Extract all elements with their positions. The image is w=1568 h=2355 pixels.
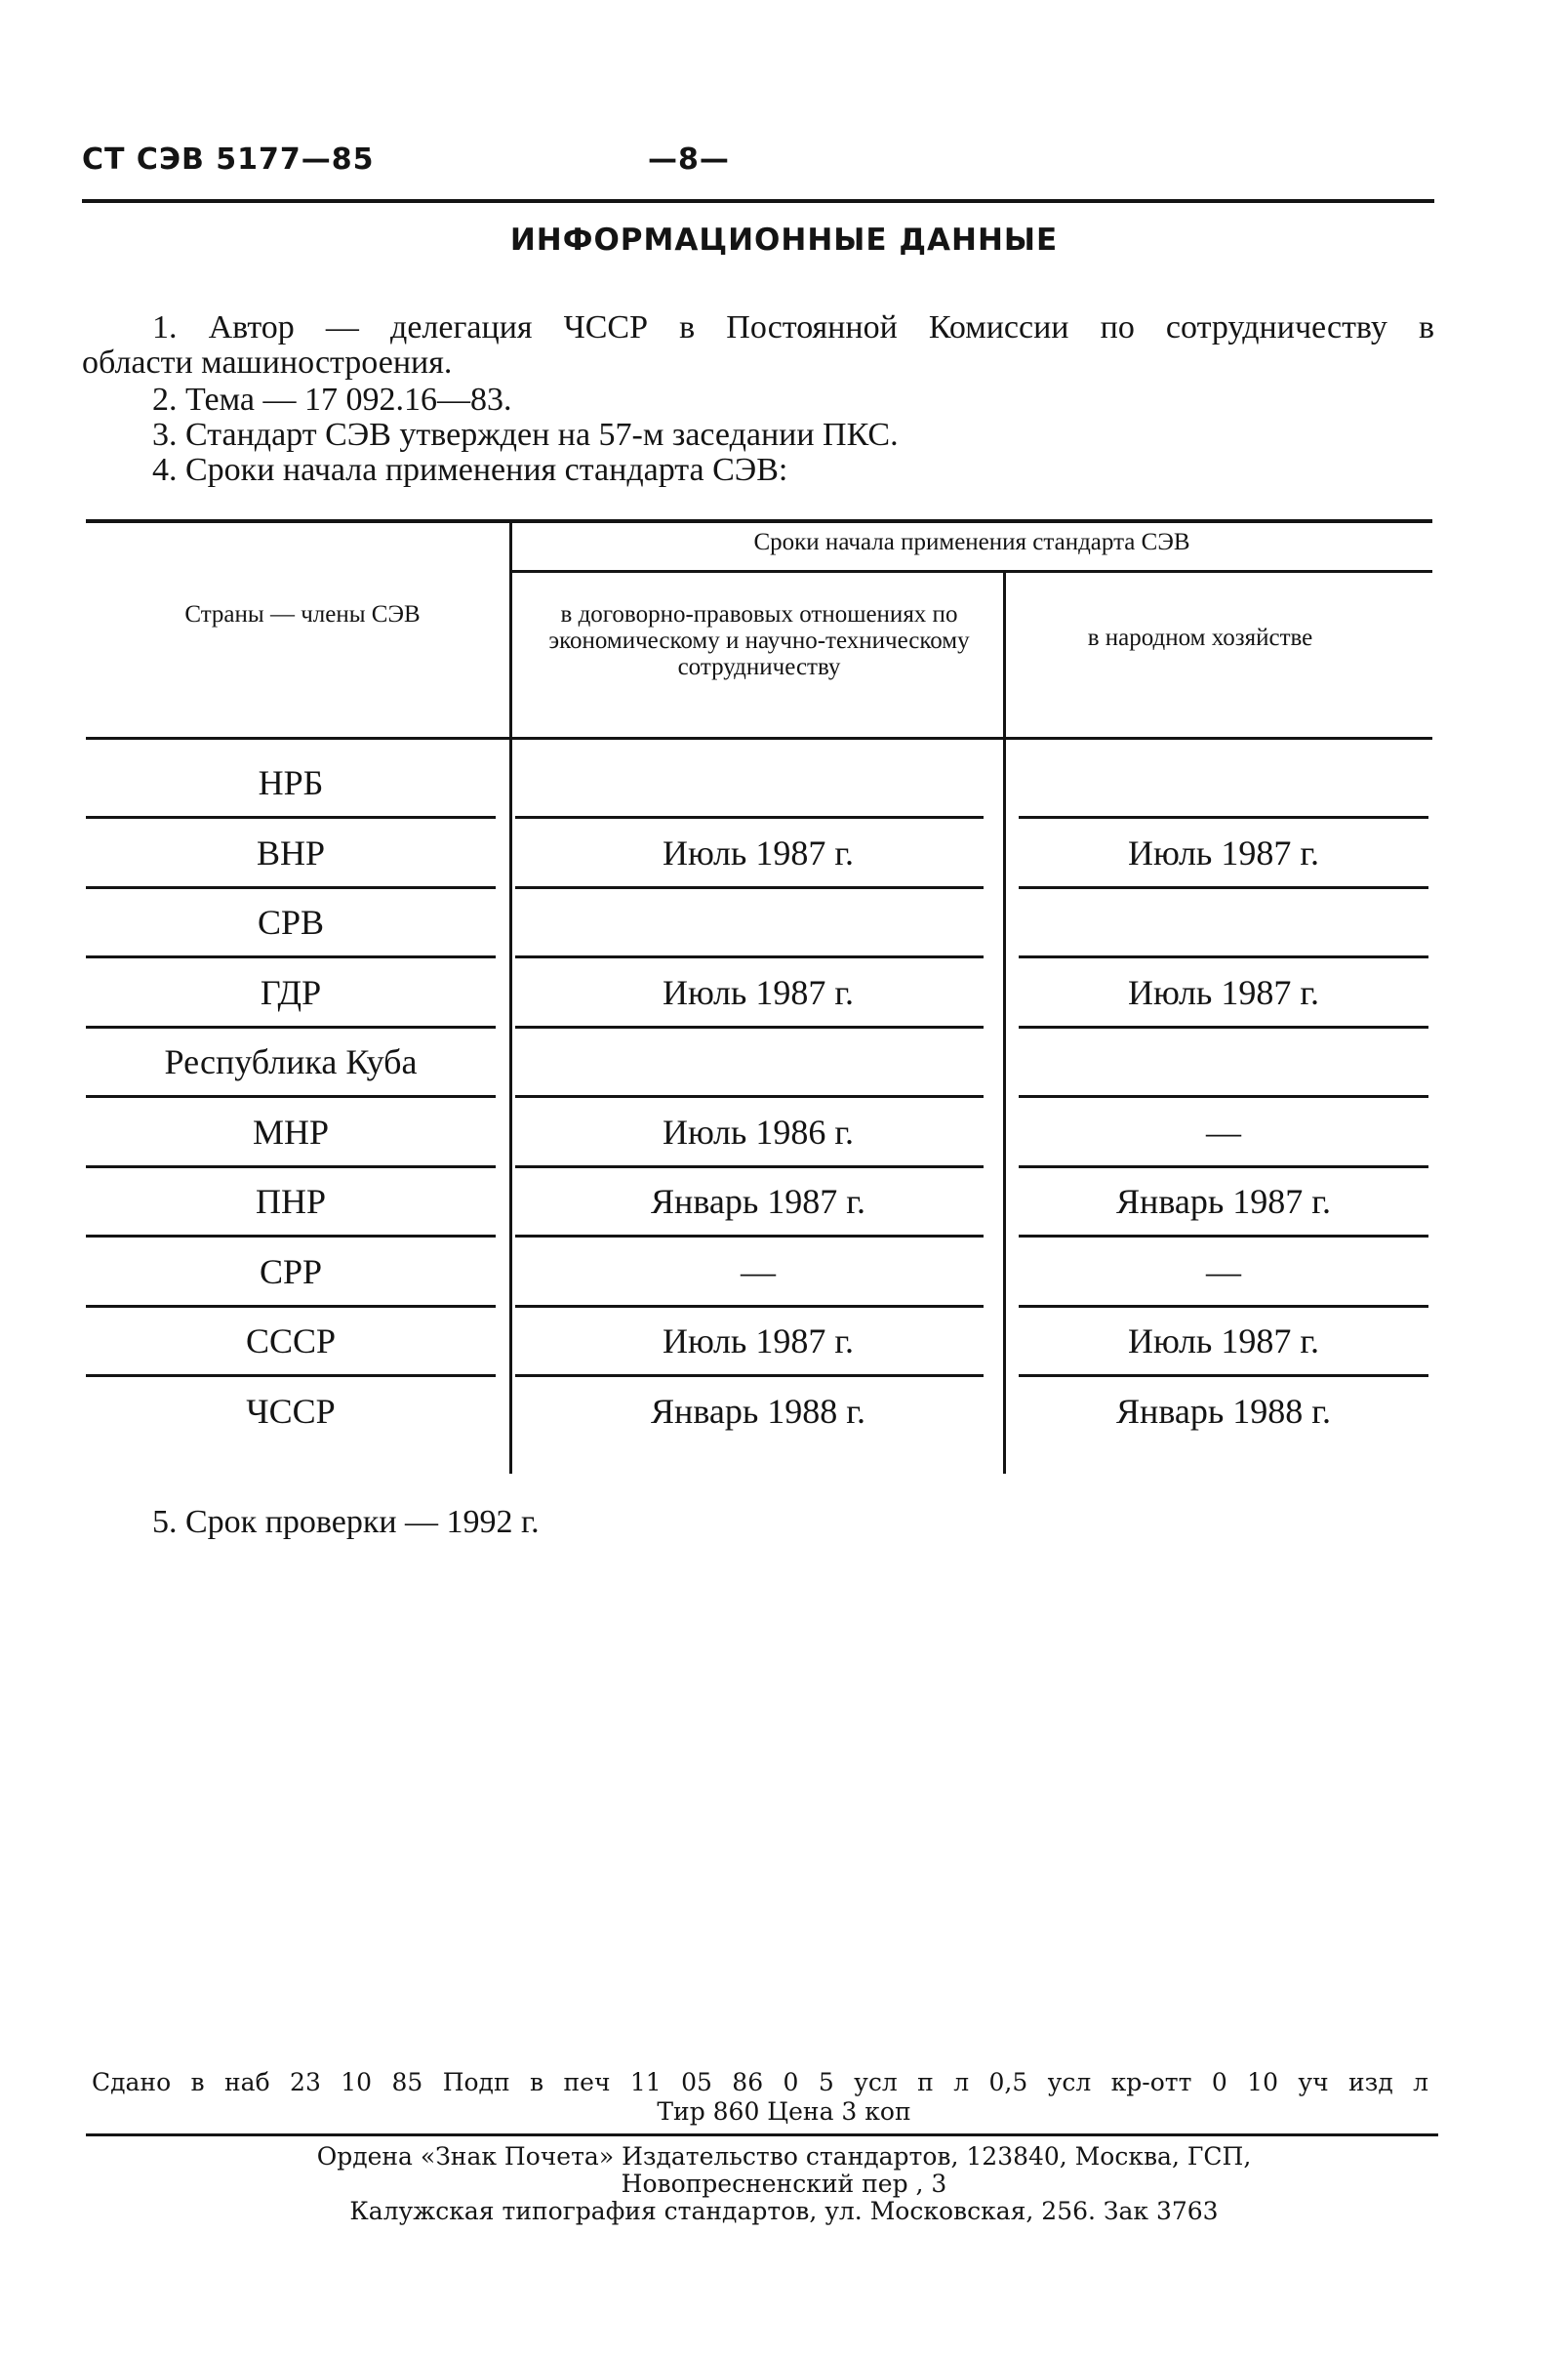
cell-agreements: — — [741, 1252, 776, 1291]
group-header-rule — [511, 570, 1432, 573]
row-divider — [86, 1165, 496, 1168]
item-author-line1: 1. Автор — делегация ЧССР в Постоянной Комиссии по сотрудничеству в — [152, 309, 1434, 345]
row-divider — [86, 1305, 496, 1308]
row-divider — [1019, 816, 1428, 819]
section-title: ИНФОРМАЦИОННЫЕ ДАННЫЕ — [509, 223, 1059, 258]
row-divider — [515, 1165, 984, 1168]
cell-agreements: Июль 1987 г. — [662, 833, 855, 873]
imprint-line2: Тир 860 Цена 3 коп — [657, 2097, 911, 2126]
row-divider — [86, 886, 496, 889]
cell-agreements: Июль 1987 г. — [662, 1321, 855, 1360]
row-divider — [515, 1235, 984, 1238]
cell-country: МНР — [252, 1113, 330, 1152]
col-header-agreements: в договорно-правовых отношениях по экономическому и научно-техническому сотрудничеству — [548, 601, 970, 680]
row-divider — [86, 1374, 496, 1377]
page-number: —8— — [648, 142, 730, 177]
cell-agreements: Январь 1988 г. — [651, 1392, 865, 1431]
row-divider — [515, 955, 984, 958]
row-divider — [1019, 1235, 1428, 1238]
cell-economy: Июль 1987 г. — [1127, 973, 1320, 1012]
row-divider — [86, 1235, 496, 1238]
row-divider — [86, 955, 496, 958]
item-terms: 4. Сроки начала применения стандарта СЭВ: — [152, 452, 788, 488]
row-divider — [1019, 1095, 1428, 1098]
row-divider — [86, 1095, 496, 1098]
row-divider — [86, 1026, 496, 1029]
item-approved: 3. Стандарт СЭВ утвержден на 57-м заседании ПКС. — [152, 417, 899, 453]
table-top-rule — [86, 519, 1432, 523]
item-topic: 2. Тема — 17 092.16—83. — [152, 382, 512, 418]
col-header-countries: Страны — члены СЭВ — [184, 601, 421, 628]
cell-country: Республика Куба — [164, 1042, 418, 1081]
row-divider — [1019, 1026, 1428, 1029]
cell-agreements: Январь 1987 г. — [651, 1182, 865, 1221]
item-review: 5. Срок проверки — 1992 г. — [152, 1504, 540, 1540]
row-divider — [1019, 1374, 1428, 1377]
header-bottom-rule — [86, 737, 1432, 740]
cell-country: СРР — [259, 1252, 323, 1291]
cell-economy: Январь 1987 г. — [1116, 1182, 1331, 1221]
cell-agreements: Июль 1987 г. — [662, 973, 855, 1012]
cell-country: ПНР — [255, 1182, 327, 1221]
document-code: СТ СЭВ 5177—85 — [82, 142, 375, 177]
row-divider — [86, 816, 496, 819]
row-divider — [515, 1374, 984, 1377]
cell-country: ГДР — [260, 973, 322, 1012]
header-rule — [82, 199, 1434, 203]
row-divider — [515, 886, 984, 889]
imprint-line4: Новопресненский пер , 3 — [621, 2170, 947, 2198]
row-divider — [515, 1095, 984, 1098]
imprint-line5: Калужская типография стандартов, ул. Московская, 256. Зак 3763 — [349, 2197, 1219, 2225]
row-divider — [515, 816, 984, 819]
row-divider — [1019, 1165, 1428, 1168]
table-vline-1 — [509, 523, 512, 1474]
cell-country: ЧССР — [246, 1392, 336, 1431]
row-divider — [1019, 886, 1428, 889]
row-divider — [515, 1026, 984, 1029]
row-divider — [515, 1305, 984, 1308]
cell-country: СРВ — [257, 903, 325, 942]
row-divider — [1019, 955, 1428, 958]
item-author-line2: области машиностроения. — [82, 345, 453, 381]
cell-economy: Январь 1988 г. — [1116, 1392, 1331, 1431]
imprint-rule — [86, 2133, 1438, 2136]
imprint-line3: Ордена «Знак Почета» Издательство стандартов, 123840, Москва, ГСП, — [316, 2142, 1252, 2171]
cell-country: ВНР — [256, 833, 326, 873]
row-divider — [1019, 1305, 1428, 1308]
cell-economy: Июль 1987 г. — [1127, 833, 1320, 873]
cell-country: СССР — [245, 1321, 337, 1360]
col-header-economy: в народном хозяйстве — [1087, 625, 1313, 651]
cell-country: НРБ — [258, 763, 324, 802]
imprint-line1: Сдано в наб 23 10 85 Подп в печ 11 05 86 0 5 усл п л 0,5 усл кр-отт 0 10 уч изд л — [92, 2068, 1428, 2096]
table-vline-2 — [1003, 572, 1006, 1474]
cell-economy: — — [1206, 1113, 1241, 1152]
group-header: Сроки начала применения стандарта СЭВ — [753, 529, 1190, 555]
cell-agreements: Июль 1986 г. — [662, 1113, 855, 1152]
cell-economy: — — [1206, 1252, 1241, 1291]
cell-economy: Июль 1987 г. — [1127, 1321, 1320, 1360]
